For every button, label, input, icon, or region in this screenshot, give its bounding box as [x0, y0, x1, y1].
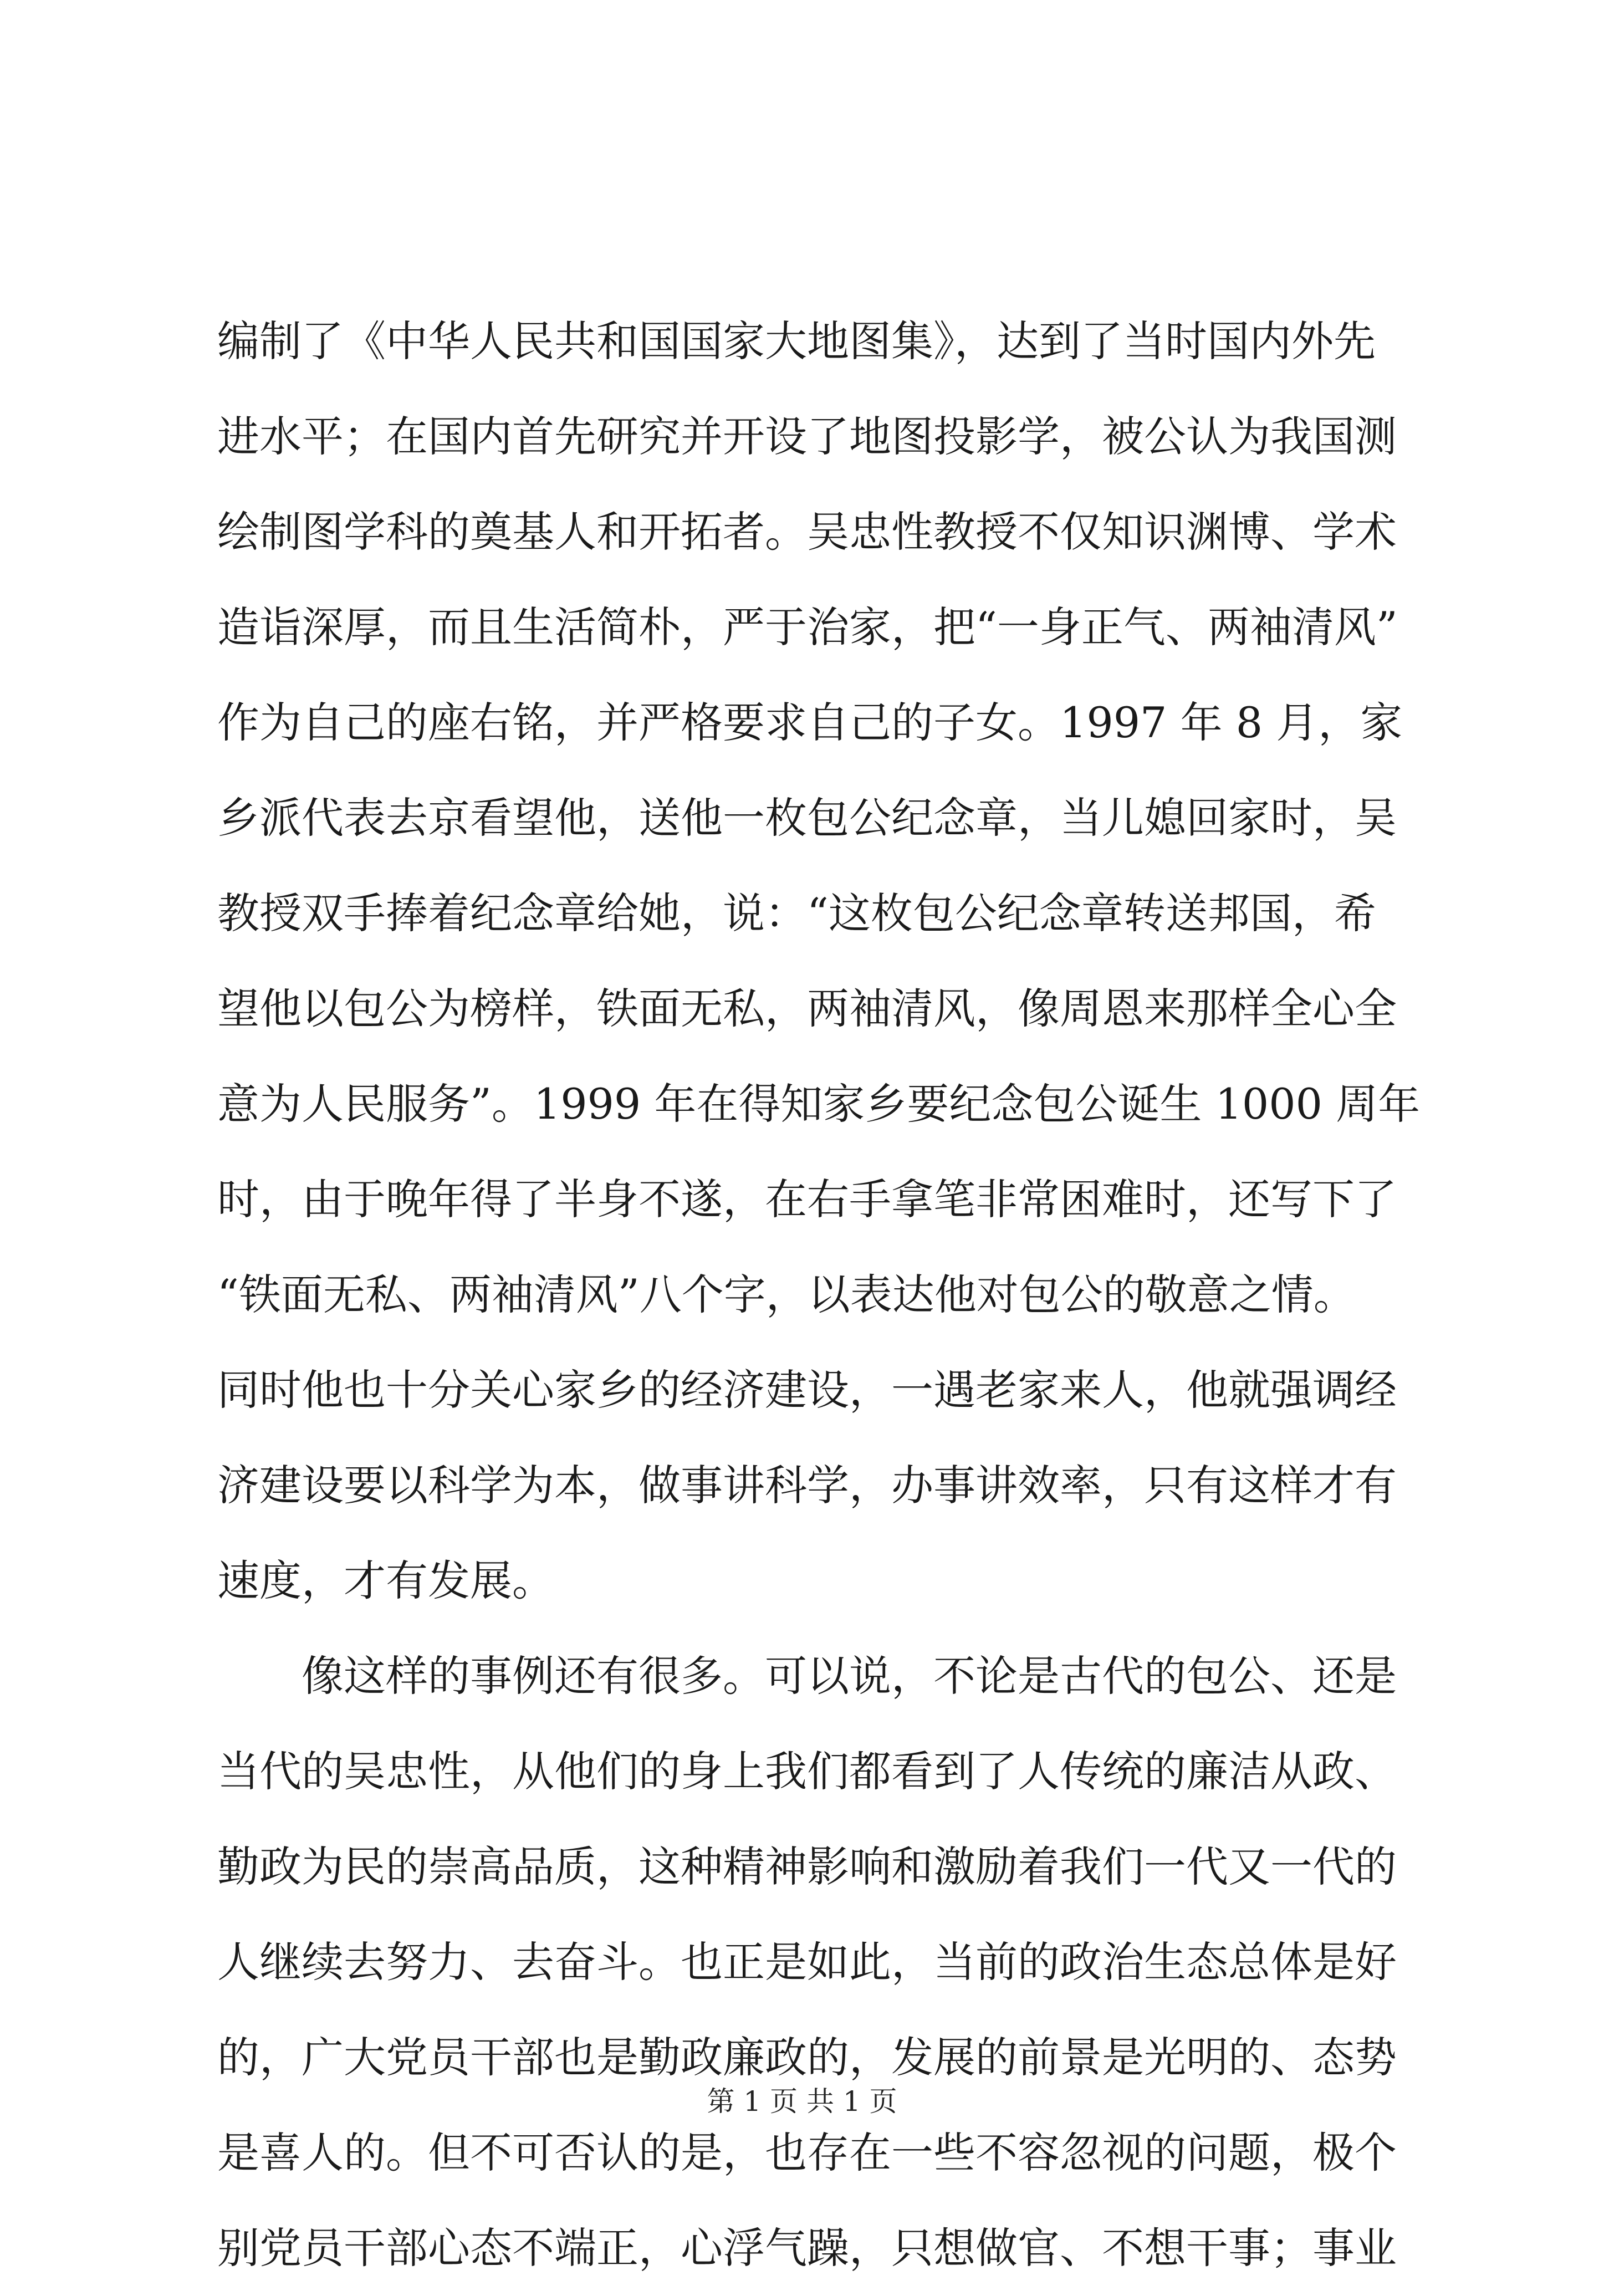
text-line: 济建设要以科学为本，做事讲科学，办事讲效率，只有这样才有 [217, 1461, 1397, 1510]
paragraph-start-line: 像这样的事例还有很多。可以说，不论是古代的包公、还是 [302, 1651, 1397, 1701]
text-line: 进水平；在国内首先研究并开设了地图投影学，被公认为我国测 [217, 412, 1397, 461]
text-line: 乡派代表去京看望他，送他一枚包公纪念章，当儿媳回家时，吴 [217, 793, 1397, 843]
text-line: 望他以包公为榜样，铁面无私，两袖清风，像周恩来那样全心全 [217, 984, 1397, 1033]
text-line: “铁面无私、两袖清风”八个字，以表达他对包公的敬意之情。 [217, 1270, 1356, 1319]
text-line: 编制了《中华人民共和国国家大地图集》，达到了当时国内外先 [217, 317, 1376, 366]
text-line: 造诣深厚，而且生活简朴，严于治家，把“一身正气、两袖清风” [217, 603, 1398, 652]
text-line: 别党员干部心态不端正，心浮气躁，只想做官、不想干事；事业 [217, 2223, 1397, 2273]
text-line: 绘制图学科的奠基人和开拓者。吴忠性教授不仅知识渊博、学术 [217, 507, 1397, 557]
text-line: 速度，才有发展。 [217, 1556, 554, 1605]
text-line: 的，广大党员干部也是勤政廉政的，发展的前景是光明的、态势 [217, 2033, 1397, 2082]
document-body [217, 294, 1421, 2296]
text-line: 教授双手捧着纪念章给她，说：“这枚包公纪念章转送邦国，希 [217, 889, 1376, 938]
text-line: 作为自己的座右铭，并严格要求自己的子女。1997 年 8 月，家 [217, 698, 1403, 747]
text-line: 当代的吴忠性，从他们的身上我们都看到了人传统的廉洁从政、 [217, 1747, 1397, 1796]
page-footer: 第 1 页 共 1 页 [707, 2085, 897, 2118]
text-line: 同时他也十分关心家乡的经济建设，一遇老家来人，他就强调经 [217, 1365, 1397, 1415]
text-line: 勤政为民的崇高品质，这种精神影响和激励着我们一代又一代的 [217, 1842, 1397, 1891]
text-line: 意为人民服务”。1999 年在得知家乡要纪念包公诞生 1000 周年 [217, 1079, 1421, 1129]
text-line: 人继续去努力、去奋斗。也正是如此，当前的政治生态总体是好 [217, 1937, 1397, 1987]
text-line: 是喜人的。但不可否认的是，也存在一些不容忽视的问题，极个 [217, 2128, 1397, 2177]
text-line: 时，由于晚年得了半身不遂，在右手拿笔非常困难时，还写下了 [217, 1175, 1397, 1224]
